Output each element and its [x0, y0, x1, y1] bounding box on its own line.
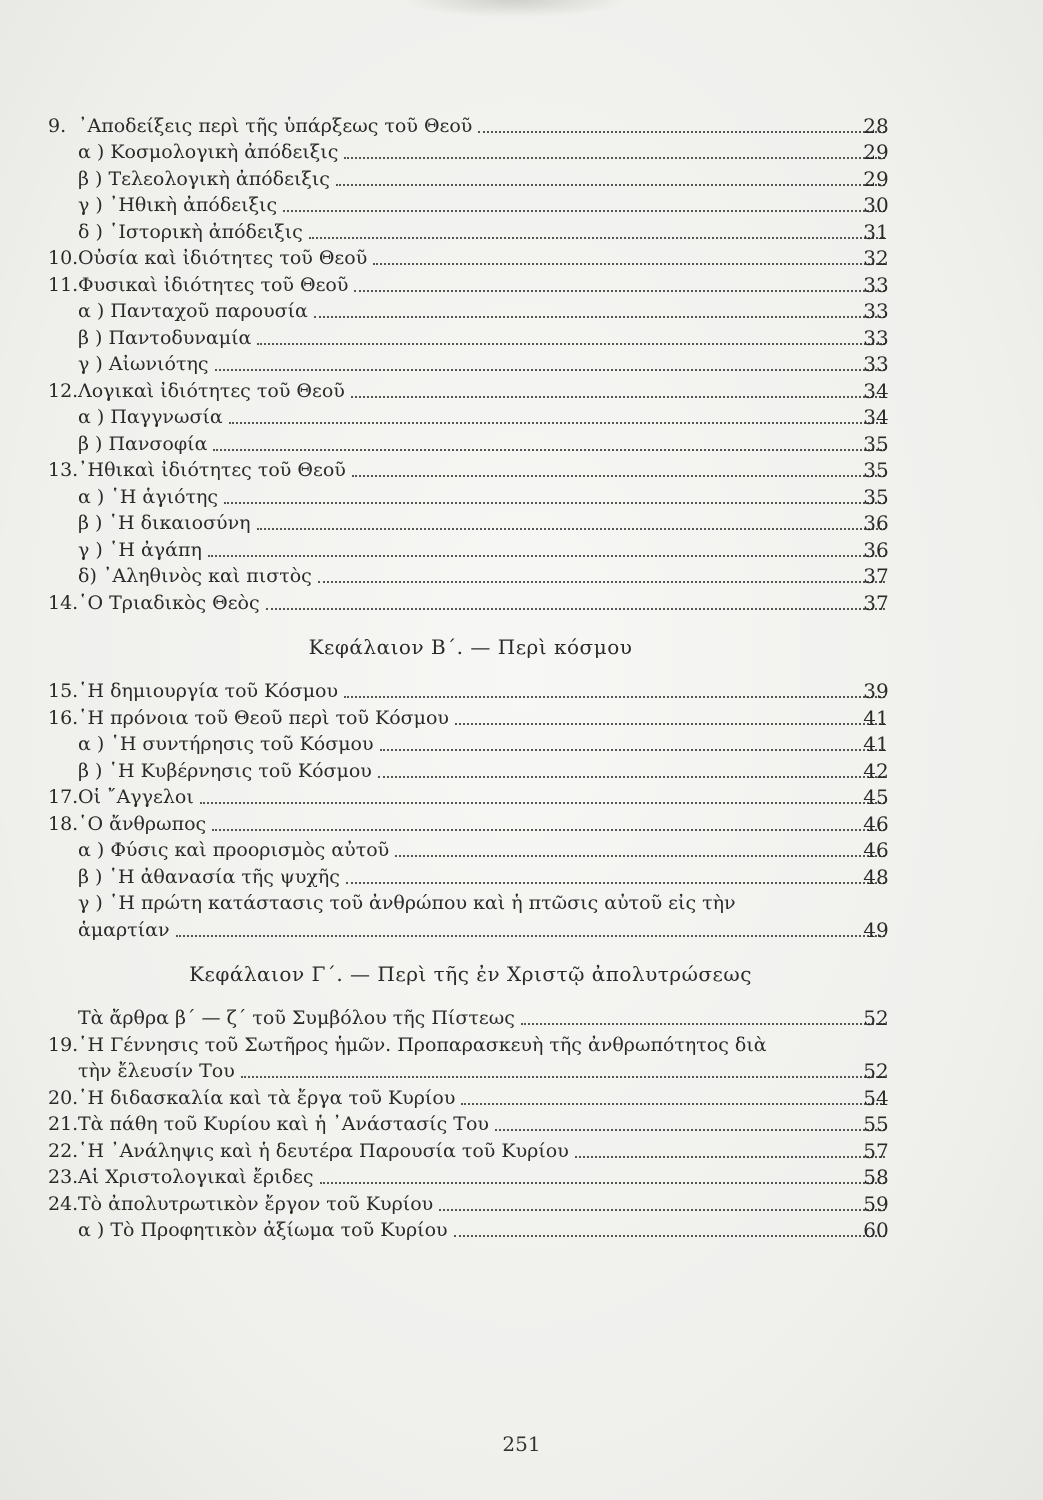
toc-entry-text: ῾Η Γέννησις τοῦ Σωτῆρος ἡμῶν. Προπαρασκευὴ τῆς ἀνθρωπότητος διὰ	[78, 1033, 767, 1056]
toc-entry	[48, 729, 893, 756]
toc-entry-number: 20.	[48, 1086, 79, 1109]
page-number: 251	[502, 1432, 541, 1456]
toc-entry	[48, 163, 893, 190]
toc-entry	[48, 808, 893, 835]
toc-entry	[48, 587, 893, 614]
toc-entry	[48, 1135, 893, 1162]
toc-entry	[48, 534, 893, 561]
leader-dots	[266, 608, 885, 610]
leader-dots	[378, 776, 885, 778]
leader-dots	[241, 1076, 885, 1078]
toc-entry-text: β ) Πανσοφία	[78, 432, 208, 455]
leader-dots	[521, 1023, 885, 1025]
toc-entry-number: 24.	[48, 1192, 79, 1215]
toc-entry-text: α ) Κοσμολογικὴ ἀπόδειξις	[78, 141, 339, 163]
toc-entry-number: 16.	[48, 706, 79, 729]
leader-dots	[283, 210, 885, 212]
toc-entry-text: Οἱ ῎Αγγελοι	[78, 786, 194, 808]
toc-entry-number: 14.	[48, 591, 79, 614]
toc-entry-number: 23.	[48, 1166, 79, 1188]
toc-entry-text: β ) ῾Η Κυβέρνησις τοῦ Κόσμου	[78, 759, 372, 782]
toc-entry-text: ᾿Ηθικαὶ ἰδιότητες τοῦ Θεοῦ	[78, 459, 346, 481]
leader-dots	[224, 502, 885, 504]
toc-page-number: 31	[863, 219, 889, 244]
toc-page-number: 55	[863, 1112, 889, 1136]
toc-entry	[48, 1109, 893, 1136]
toc-entry-number: 9.	[48, 114, 67, 137]
chapter-heading-b: Κεφάλαιον Β΄. — Περὶ κόσμου	[308, 634, 633, 659]
leader-dots	[354, 290, 885, 292]
toc-page-number: 46	[863, 838, 889, 862]
toc-entry-number: 19.	[48, 1033, 79, 1056]
toc-page-number: 60	[863, 1218, 889, 1242]
toc-entry	[48, 1188, 893, 1215]
toc-page-number: 29	[863, 140, 889, 164]
toc-entry	[48, 1082, 893, 1109]
toc-entry-text: Φυσικαὶ ἰδιότητες τοῦ Θεοῦ	[78, 273, 349, 296]
leader-dots	[395, 855, 885, 857]
toc-page-number: 36	[863, 537, 889, 562]
toc-entry	[48, 1162, 893, 1189]
toc-entry-text: Οὐσία καὶ ἰδιότητες τοῦ Θεοῦ	[78, 247, 368, 269]
toc-entry-text: γ ) ῾Η πρώτη κατάστασις τοῦ ἀνθρώπου καὶ ἡ πτῶσις αὐτοῦ εἰς τὴν	[78, 892, 736, 914]
toc-page-number: 33	[863, 272, 889, 297]
leader-dots	[344, 157, 885, 159]
toc-page-number: 30	[863, 193, 889, 217]
toc-entry	[48, 375, 893, 402]
toc-entry-number: 10.	[48, 247, 79, 269]
leader-dots	[336, 184, 885, 186]
leader-dots	[200, 802, 885, 804]
toc-page-number: 52	[863, 1006, 889, 1030]
toc-page-number: 37	[863, 590, 889, 615]
leader-dots	[320, 1182, 886, 1184]
toc-page-number: 33	[863, 352, 889, 376]
toc-entry	[48, 269, 893, 296]
toc-entry-text: ῾Η διδασκαλία καὶ τὰ ἔργα τοῦ Κυρίου	[78, 1086, 456, 1109]
toc-entry	[48, 296, 893, 323]
toc-entry-text: α ) Τὸ Προφητικὸν ἀξίωμα τοῦ Κυρίου	[78, 1219, 448, 1241]
leader-dots	[454, 1235, 885, 1237]
leader-dots	[478, 131, 885, 133]
toc-entry	[48, 455, 893, 482]
toc-entry-number: 21.	[48, 1113, 79, 1135]
leader-dots	[575, 1156, 885, 1158]
toc-entry-text: Τὰ πάθη τοῦ Κυρίου καὶ ἡ ᾿Ανάστασίς Του	[78, 1113, 489, 1135]
toc-page-number: 48	[863, 864, 889, 889]
toc-section-2	[48, 676, 893, 888]
toc-page-number: 54	[863, 1085, 889, 1110]
leader-dots	[213, 449, 885, 451]
toc-page-number: 49	[863, 917, 889, 942]
toc-section-3	[48, 1082, 893, 1241]
table-of-contents	[48, 110, 893, 1241]
toc-page-number: 42	[863, 758, 889, 783]
toc-page-number: 41	[863, 732, 889, 756]
toc-page-number: 34	[863, 378, 889, 403]
toc-entry-text: α ) Φύσις καὶ προορισμὸς αὐτοῦ	[78, 839, 390, 861]
toc-page-number: 32	[863, 246, 889, 270]
toc-page-number: 46	[863, 811, 889, 836]
leader-dots	[229, 422, 885, 424]
toc-entry	[48, 428, 893, 455]
toc-entry-text: δ ) ῾Ιστορικὴ ἀπόδειξις	[78, 220, 303, 243]
leader-dots	[318, 581, 885, 583]
toc-section-1	[48, 110, 893, 614]
toc-entry-text: Λογικαὶ ἰδιότητες τοῦ Θεοῦ	[78, 379, 345, 402]
toc-entry-number: 13.	[48, 459, 79, 481]
leader-dots	[352, 475, 885, 477]
toc-entry-number: 22.	[48, 1139, 79, 1162]
chapter-heading-c: Κεφάλαιον Γ΄. — Περὶ τῆς ἐν Χριστῷ ἀπολυτρώσεως	[189, 961, 752, 986]
toc-page-number: 35	[863, 458, 889, 482]
toc-entry-text: ῾Η πρόνοια τοῦ Θεοῦ περὶ τοῦ Κόσμου	[78, 706, 449, 729]
toc-entry	[48, 190, 893, 217]
leader-dots	[351, 396, 885, 398]
toc-entry-text: ῾Ο Τριαδικὸς Θεὸς	[78, 591, 260, 614]
toc-entry-text: α ) Πανταχοῦ παρουσία	[78, 300, 308, 322]
leader-dots	[176, 935, 885, 937]
leader-dots	[314, 316, 885, 318]
toc-entry-wrapped-cont	[48, 914, 893, 941]
toc-entry-text: ῾Η δημιουργία τοῦ Κόσμου	[78, 680, 339, 702]
leader-dots	[455, 723, 885, 725]
toc-entry-text: ῾Η ᾿Ανάληψις καὶ ἡ δευτέρα Παρουσία τοῦ Κυρίου	[78, 1139, 569, 1162]
toc-page-number: 52	[863, 1059, 889, 1083]
toc-entry-text: Αἱ Χριστολογικαὶ ἔριδες	[78, 1166, 314, 1188]
scan-smudge	[400, 0, 630, 18]
toc-entry	[48, 243, 893, 270]
toc-entry	[48, 508, 893, 535]
toc-entry-number: 18.	[48, 812, 79, 835]
toc-entry	[48, 835, 893, 862]
leader-dots	[380, 749, 885, 751]
leader-dots	[257, 343, 885, 345]
toc-page-number: 35	[863, 431, 889, 456]
leader-dots	[439, 1209, 885, 1211]
leader-dots	[257, 528, 885, 530]
toc-entry-number: 17.	[48, 786, 79, 808]
toc-entry-text: Τὸ ἀπολυτρωτικὸν ἔργον τοῦ Κυρίου	[78, 1192, 434, 1215]
leader-dots	[495, 1129, 885, 1131]
toc-entry-text: ἁμαρτίαν	[78, 918, 170, 941]
leader-dots	[346, 882, 885, 884]
toc-entry	[48, 702, 893, 729]
toc-entry-text: ῾Ο ἄνθρωπος	[78, 812, 207, 835]
toc-entry-text: α ) ῾Η συντήρησις τοῦ Κόσμου	[78, 733, 374, 755]
toc-entry-text: β ) Τελεολογικὴ ἀπόδειξις	[78, 167, 330, 190]
toc-entry-number: 12.	[48, 379, 79, 402]
toc-entry	[48, 481, 893, 508]
toc-entry-text: ᾿Αποδείξεις περὶ τῆς ὑπάρξεως τοῦ Θεοῦ	[78, 114, 473, 137]
toc-page-number: 35	[863, 484, 889, 509]
toc-page-number: 29	[863, 166, 889, 191]
toc-entry	[48, 110, 893, 137]
leader-dots	[344, 696, 885, 698]
toc-entry-text: α ) Παγγνωσία	[78, 406, 223, 428]
toc-page-number: 41	[863, 705, 889, 730]
toc-entry	[48, 402, 893, 429]
toc-entry-number: 15.	[48, 680, 79, 702]
toc-entry	[48, 322, 893, 349]
toc-page-number: 33	[863, 325, 889, 350]
toc-entry-text: γ ) ᾿Ηθικὴ ἀπόδειξις	[78, 194, 278, 216]
toc-page-number: 37	[863, 564, 889, 588]
toc-entry-text: τὴν ἔλευσίν Του	[78, 1060, 235, 1082]
toc-entry-text: α ) ῾Η ἁγιότης	[78, 485, 219, 508]
toc-page-number: 58	[863, 1165, 889, 1189]
leader-dots	[373, 263, 885, 265]
leader-dots	[212, 829, 885, 831]
toc-entry-wrapped	[48, 1029, 893, 1056]
toc-page-number: 33	[863, 299, 889, 323]
toc-entry	[48, 861, 893, 888]
toc-entry-text: δ) ᾿Αληθινὸς καὶ πιστὸς	[78, 565, 312, 587]
toc-entry	[48, 676, 893, 703]
toc-entry	[48, 1215, 893, 1242]
toc-entry	[48, 782, 893, 809]
toc-entry-wrapped-cont	[48, 1056, 893, 1083]
toc-entry	[48, 349, 893, 376]
toc-entry	[48, 561, 893, 588]
toc-page-number: 45	[863, 785, 889, 809]
toc-page-number: 57	[863, 1138, 889, 1163]
toc-entry-text: β ) ῾Η ἀθανασία τῆς ψυχῆς	[78, 865, 340, 888]
toc-entry	[48, 137, 893, 164]
toc-page-number: 36	[863, 511, 889, 535]
toc-entry	[48, 1003, 893, 1030]
leader-dots	[215, 369, 886, 371]
toc-entry	[48, 755, 893, 782]
leader-dots	[309, 237, 885, 239]
leader-dots	[208, 555, 885, 557]
toc-entry-text: γ ) ῾Η ἀγάπη	[78, 538, 202, 561]
toc-page-number: 59	[863, 1191, 889, 1216]
toc-entry-text: β ) ῾Η δικαιοσύνη	[78, 512, 251, 534]
toc-entry-text: β ) Παντοδυναμία	[78, 326, 252, 349]
toc-page-number: 28	[863, 113, 889, 138]
toc-page-number: 34	[863, 405, 889, 429]
toc-entry-wrapped	[48, 888, 893, 915]
toc-entry-number: 11.	[48, 273, 79, 296]
toc-entry-text: γ ) Αἰωνιότης	[78, 353, 209, 375]
leader-dots	[461, 1103, 885, 1105]
toc-page-number: 39	[863, 679, 889, 703]
toc-entry	[48, 216, 893, 243]
toc-entry-text: Τὰ ἄρθρα β΄ — ζ΄ τοῦ Συμβόλου τῆς Πίστεως	[78, 1007, 515, 1029]
